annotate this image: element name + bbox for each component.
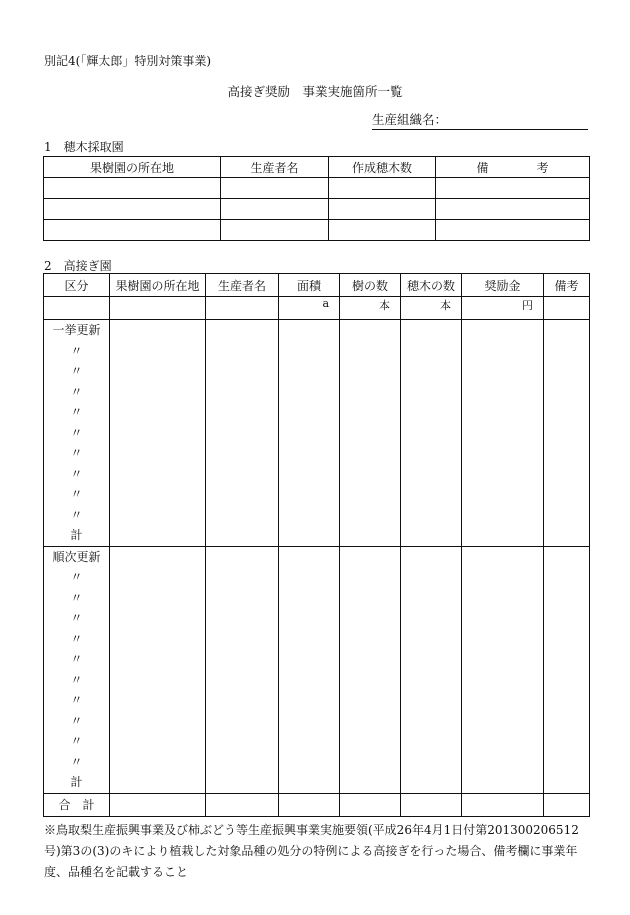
table-cell[interactable]	[44, 199, 221, 220]
table-cell[interactable]	[462, 546, 544, 793]
footnote: ※鳥取梨生産振興事業及び柿ぶどう等生産振興事業実施要領(平成26年4月1日付第201300206512号)第3の(3)のキにより植栽した対象品種の処分の特例による高接ぎを行った場合、備考欄に事業年度、品種名を記載すること	[44, 823, 579, 879]
form-label: 別記4(「輝太郎」特別対策事業)	[44, 54, 211, 68]
unit-cell	[544, 297, 590, 320]
table-cell[interactable]	[544, 793, 590, 816]
table-cell[interactable]	[206, 320, 279, 547]
table-cell[interactable]	[44, 178, 221, 199]
subtotal-label: 計	[70, 775, 83, 789]
category-cell	[44, 546, 110, 793]
table-cell[interactable]	[401, 320, 462, 547]
column-header: 果樹園の所在地	[44, 157, 221, 178]
table-cell[interactable]	[436, 178, 590, 199]
table-cell[interactable]	[401, 546, 462, 793]
column-header: 奨励金	[462, 274, 544, 297]
ditto-mark: 〃	[70, 754, 83, 769]
column-header: 面積	[279, 274, 340, 297]
table-header-row	[44, 157, 590, 178]
table-cell[interactable]	[221, 178, 329, 199]
table-cell[interactable]	[436, 220, 590, 241]
unit-cell	[44, 297, 110, 320]
table-row	[44, 220, 590, 241]
table-row	[44, 199, 590, 220]
ditto-mark: 〃	[70, 611, 83, 625]
table-cell[interactable]	[340, 320, 401, 547]
ditto-mark: 〃	[70, 343, 83, 358]
unit-yen: 円	[462, 297, 544, 320]
group-row-sequential-renewal	[44, 546, 590, 793]
unit-cell	[206, 297, 279, 320]
ditto-mark: 〃	[70, 713, 83, 728]
table-cell[interactable]	[110, 546, 206, 793]
table-cell[interactable]	[436, 199, 590, 220]
ditto-mark: 〃	[70, 590, 83, 605]
table-cell[interactable]	[279, 320, 340, 547]
ditto-mark: 〃	[70, 364, 83, 378]
unit-cell	[110, 297, 206, 320]
column-header: 備考	[544, 274, 590, 297]
column-header: 穂木の数	[401, 274, 462, 297]
table-cell[interactable]	[279, 546, 340, 793]
table-cell[interactable]	[206, 793, 279, 816]
ditto-mark: 〃	[70, 734, 83, 748]
ditto-mark: 〃	[70, 425, 83, 440]
table-cell[interactable]	[340, 793, 401, 816]
grand-total-label: 合 計	[44, 793, 110, 816]
column-header: 生産者名	[206, 274, 279, 297]
section-2-title: 2 高接ぎ園	[44, 259, 112, 273]
category-cell	[44, 320, 110, 547]
column-header: 区分	[44, 274, 110, 297]
ditto-mark: 〃	[70, 693, 83, 707]
table-cell[interactable]	[340, 546, 401, 793]
unit-scions: 本	[401, 297, 462, 320]
ditto-mark: 〃	[70, 672, 83, 687]
document-title: 高接ぎ奨励 事業実施箇所一覧	[227, 84, 403, 99]
table-cell[interactable]	[329, 178, 436, 199]
column-header: 備 考	[436, 157, 590, 178]
ditto-mark: 〃	[70, 405, 83, 419]
top-grafting-table	[43, 273, 590, 817]
table-cell[interactable]	[221, 220, 329, 241]
ditto-mark: 〃	[70, 570, 83, 584]
table-cell[interactable]	[544, 546, 590, 793]
table-cell[interactable]	[329, 220, 436, 241]
ditto-mark: 〃	[70, 466, 83, 481]
table-cell[interactable]	[110, 793, 206, 816]
unit-area: a	[279, 297, 340, 320]
table-cell[interactable]	[221, 199, 329, 220]
table-row	[44, 178, 590, 199]
table-cell[interactable]	[206, 546, 279, 793]
unit-trees: 本	[340, 297, 401, 320]
scion-collection-table	[43, 156, 590, 241]
table-cell[interactable]	[110, 320, 206, 547]
table-header-row	[44, 274, 590, 297]
subtotal-label: 計	[70, 528, 83, 542]
organization-name-field[interactable]: 生産組織名：	[372, 110, 588, 130]
ditto-mark: 〃	[70, 487, 83, 501]
ditto-mark: 〃	[70, 507, 83, 522]
table-cell[interactable]	[279, 793, 340, 816]
group-row-full-renewal	[44, 320, 590, 547]
section-1-title: 1 穂木採取園	[44, 140, 124, 154]
table-cell[interactable]	[44, 220, 221, 241]
ditto-mark: 〃	[70, 631, 83, 646]
column-header: 樹の数	[340, 274, 401, 297]
column-header: 作成穂木数	[329, 157, 436, 178]
column-header: 果樹園の所在地	[110, 274, 206, 297]
table-cell[interactable]	[544, 320, 590, 547]
category-label: 順次更新	[52, 549, 101, 564]
table-cell[interactable]	[462, 793, 544, 816]
column-header: 生産者名	[221, 157, 329, 178]
ditto-mark: 〃	[70, 652, 83, 666]
table-cell[interactable]	[462, 320, 544, 547]
category-label: 一挙更新	[52, 323, 101, 337]
units-row	[44, 297, 590, 320]
table-cell[interactable]	[401, 793, 462, 816]
grand-total-row	[44, 793, 590, 816]
ditto-mark: 〃	[70, 446, 83, 460]
ditto-mark: 〃	[70, 384, 83, 399]
table-cell[interactable]	[329, 199, 436, 220]
